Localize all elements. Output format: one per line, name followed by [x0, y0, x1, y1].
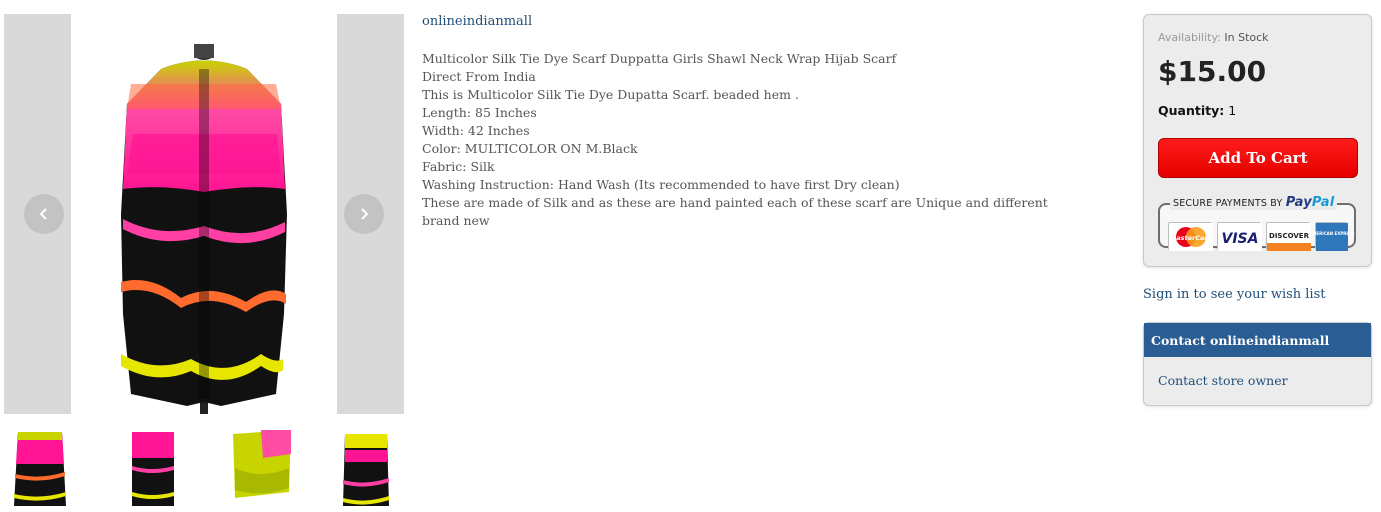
description-line: Length: 85 Inches [422, 105, 537, 120]
contact-seller-header: Contact onlineindianmall [1144, 323, 1371, 357]
contact-seller-box [1143, 322, 1372, 406]
secure-payments-badge [1158, 195, 1358, 250]
discover-icon [1266, 222, 1310, 250]
paypal-logo [1286, 195, 1335, 210]
description-line: Fabric: Silk [422, 159, 495, 174]
paypal-logo-pay: Pay [1285, 195, 1312, 210]
chevron-left-icon [36, 206, 52, 222]
thumbnail-4[interactable] [339, 428, 419, 508]
amex-label: AMERICAN EXPRESS [1309, 231, 1355, 236]
description-line: These are made of Silk and as these are hand painted each of these scarf are Unique and different [422, 195, 1048, 210]
thumbnail-1[interactable] [4, 428, 84, 508]
thumbnail-strip [4, 428, 404, 508]
quantity [1158, 103, 1236, 118]
description-line: Washing Instruction: Hand Wash (Its recommended to have first Dry clean) [422, 177, 900, 192]
description-line: This is Multicolor Silk Tie Dye Dupatta Scarf. beaded hem . [422, 87, 799, 102]
visa-label: VISA [1221, 231, 1259, 247]
chevron-right-icon [356, 206, 372, 222]
product-main-image[interactable] [71, 14, 337, 414]
mastercard-label: MasterCard [1169, 234, 1213, 242]
visa-icon [1217, 222, 1261, 250]
description-line: Direct From India [422, 69, 536, 84]
description-line: brand new [422, 213, 490, 228]
wishlist-signin-link[interactable]: Sign in to see your wish list [1143, 287, 1326, 302]
thumbnail-3[interactable] [231, 428, 311, 508]
buy-box [1143, 14, 1372, 267]
secure-payments-label: SECURE PAYMENTS BY [1173, 198, 1283, 209]
gallery-prev-button[interactable] [24, 194, 64, 234]
availability-label: Availability: [1158, 31, 1221, 44]
quantity-label: Quantity: [1158, 103, 1225, 118]
product-description [422, 50, 1062, 230]
availability [1158, 31, 1269, 44]
discover-label: DISCOVER [1269, 232, 1309, 240]
quantity-value: 1 [1228, 103, 1237, 118]
mastercard-icon [1168, 222, 1212, 250]
description-line: Color: MULTICOLOR ON M.Black [422, 141, 638, 156]
price: $15.00 [1158, 55, 1267, 88]
gallery-next-button[interactable] [344, 194, 384, 234]
seller-link[interactable]: onlineindianmall [422, 14, 533, 29]
thumbnail-2[interactable] [124, 428, 204, 508]
amex-icon [1309, 222, 1355, 250]
description-line: Width: 42 Inches [422, 123, 530, 138]
secure-payments-title [1170, 195, 1337, 210]
availability-value: In Stock [1224, 31, 1269, 44]
description-line: Multicolor Silk Tie Dye Scarf Duppatta Girls Shawl Neck Wrap Hijab Scarf [422, 51, 897, 66]
product-image-gallery [4, 14, 404, 414]
paypal-logo-pal: Pal [1311, 195, 1335, 210]
contact-store-owner-link[interactable]: Contact store owner [1158, 373, 1288, 388]
add-to-cart-button[interactable]: Add To Cart [1158, 138, 1358, 178]
